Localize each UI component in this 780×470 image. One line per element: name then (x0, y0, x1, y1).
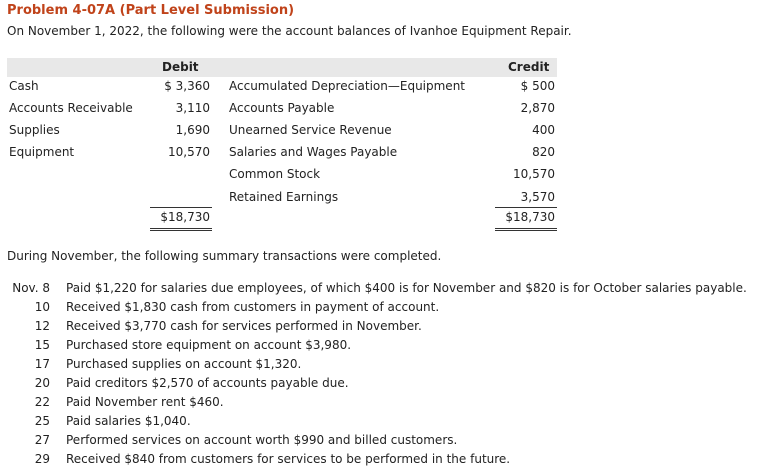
problem-title: Problem 4-07A (Part Level Submission) (7, 3, 295, 18)
credit-amount: 400 (532, 123, 555, 137)
transaction-row (0, 433, 780, 451)
trial-balance-row (0, 123, 780, 141)
transaction-date: 12 (34, 319, 50, 333)
debit-total: $18,730 (160, 210, 210, 224)
debit-account-name: Equipment (9, 145, 75, 159)
transaction-row (0, 414, 780, 432)
transaction-description: Paid $1,220 for salaries due employees, of which $400 is for November and $820 is for October salaries payable. (66, 281, 747, 295)
debit-column-header: Debit (162, 60, 199, 74)
transactions-intro: During November, the following summary transactions were completed. (7, 249, 442, 263)
credit-account-name: Retained Earnings (229, 190, 339, 204)
credit-total-rule (495, 207, 557, 208)
transaction-description: Paid salaries $1,040. (66, 414, 191, 428)
transaction-date: 22 (34, 395, 50, 409)
debit-amount: 3,110 (175, 101, 210, 115)
transaction-date: 25 (34, 414, 50, 428)
transaction-date: 27 (34, 433, 50, 447)
transaction-row (0, 319, 780, 337)
transaction-date: 20 (34, 376, 50, 390)
credit-account-name: Common Stock (229, 167, 321, 181)
transaction-row (0, 300, 780, 318)
debit-account-name: Accounts Receivable (9, 101, 133, 115)
debit-account-name: Supplies (9, 123, 60, 137)
transaction-row (0, 338, 780, 356)
credit-column-header: Credit (508, 60, 550, 74)
transaction-description: Purchased store equipment on account $3,980. (66, 338, 352, 352)
debit-amount: 1,690 (175, 123, 210, 137)
transaction-description: Performed services on account worth $990 and billed customers. (66, 433, 458, 447)
transaction-description: Purchased supplies on account $1,320. (66, 357, 302, 371)
transaction-row (0, 452, 780, 470)
debit-amount: 10,570 (168, 145, 210, 159)
transaction-date: 17 (34, 357, 50, 371)
transaction-date: 29 (34, 452, 50, 466)
credit-account-name: Unearned Service Revenue (229, 123, 392, 137)
credit-account-name: Salaries and Wages Payable (229, 145, 398, 159)
transaction-row (0, 376, 780, 394)
trial-balance-row (0, 167, 780, 185)
credit-total: $18,730 (505, 210, 555, 224)
credit-amount: $ 500 (520, 79, 555, 93)
debit-amount: $ 3,360 (164, 79, 210, 93)
debit-double-rule-bottom (150, 230, 212, 231)
trial-balance-row (0, 101, 780, 119)
debit-double-rule-top (150, 228, 212, 229)
transaction-description: Received $840 from customers for services to be performed in the future. (66, 452, 511, 466)
credit-amount: 2,870 (520, 101, 555, 115)
credit-amount: 10,570 (513, 167, 555, 181)
transaction-date: 15 (34, 338, 50, 352)
credit-double-rule-top (495, 228, 557, 229)
debit-total-rule (150, 207, 212, 208)
transaction-description: Paid creditors $2,570 of accounts payable due. (66, 376, 349, 390)
transaction-date: Nov. 8 (12, 281, 50, 295)
credit-amount: 820 (532, 145, 555, 159)
credit-amount: 3,570 (520, 190, 555, 204)
transaction-description: Received $3,770 cash for services performed in November. (66, 319, 422, 333)
transaction-row (0, 281, 780, 299)
transaction-row (0, 395, 780, 413)
transaction-description: Paid November rent $460. (66, 395, 224, 409)
credit-double-rule-bottom (495, 230, 557, 231)
debit-account-name: Cash (9, 79, 39, 93)
transaction-description: Received $1,830 cash from customers in payment of account. (66, 300, 440, 314)
problem-intro: On November 1, 2022, the following were the account balances of Ivanhoe Equipment Repair. (7, 24, 572, 38)
credit-account-name: Accumulated Depreciation—Equipment (229, 79, 466, 93)
trial-balance-header-band (7, 58, 557, 77)
trial-balance-row (0, 79, 780, 97)
trial-balance-row (0, 190, 780, 208)
credit-account-name: Accounts Payable (229, 101, 335, 115)
transaction-row (0, 357, 780, 375)
transaction-date: 10 (34, 300, 50, 314)
trial-balance-row (0, 145, 780, 163)
